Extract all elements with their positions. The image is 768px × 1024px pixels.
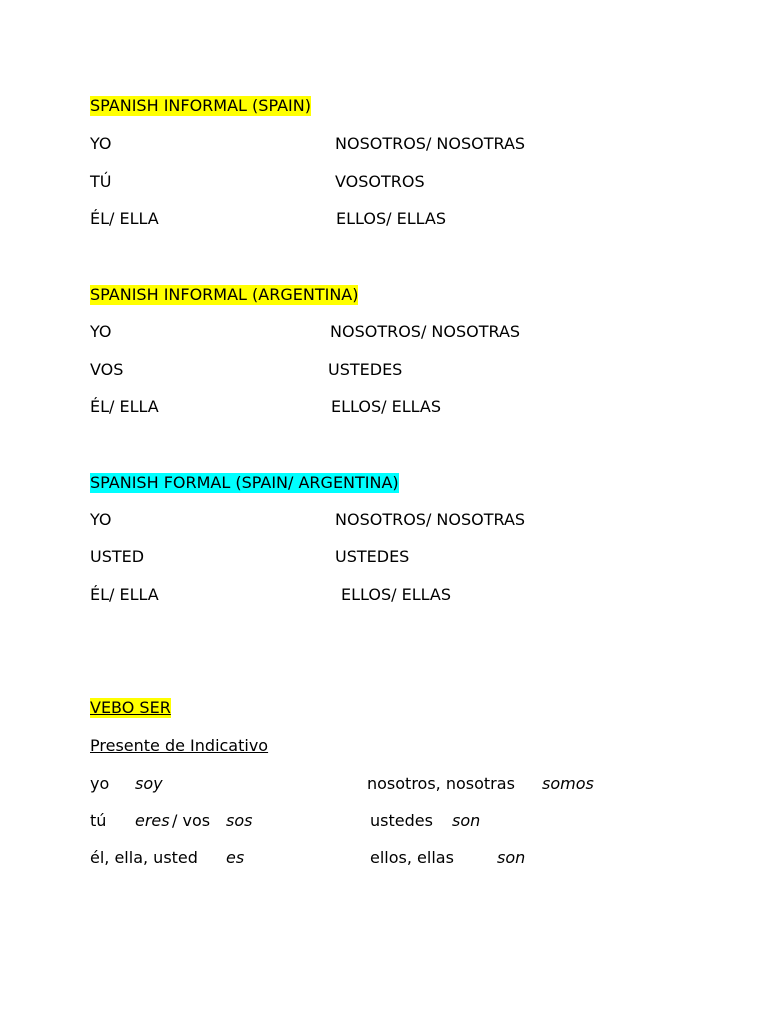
pronoun-singular: ÉL/ ELLA bbox=[90, 585, 159, 604]
pronoun-plural: USTEDES bbox=[335, 547, 410, 566]
pronoun-plural: NOSOTROS/ NOSOTRAS bbox=[330, 322, 521, 341]
pronoun-singular: ÉL/ ELLA bbox=[90, 397, 159, 416]
pronoun-plural: ELLOS/ ELLAS bbox=[331, 397, 441, 416]
pronoun-plural: USTEDES bbox=[328, 360, 403, 379]
conjugation-plural-pronoun: nosotros, nosotras bbox=[367, 774, 515, 793]
conjugation-form-alt: sos bbox=[226, 811, 253, 830]
conjugation-plural-pronoun: ellos, ellas bbox=[370, 848, 454, 867]
conjugation-plural-form: son bbox=[497, 848, 526, 867]
pronoun-plural: NOSOTROS/ NOSOTRAS bbox=[335, 134, 526, 153]
conjugation-form: eres bbox=[135, 811, 170, 830]
conjugation-plural-form: somos bbox=[542, 774, 594, 793]
conjugation-plural-form: son bbox=[452, 811, 481, 830]
conjugation-form: es bbox=[226, 848, 245, 867]
conjugation-form-separator: / vos bbox=[172, 811, 211, 830]
pronoun-singular: YO bbox=[90, 510, 112, 529]
conjugation-plural-pronoun: ustedes bbox=[370, 811, 433, 830]
conjugation-pronoun: yo bbox=[90, 774, 110, 793]
section-heading-informal-argentina: SPANISH INFORMAL (ARGENTINA) bbox=[90, 285, 359, 304]
pronoun-plural: VOSOTROS bbox=[335, 172, 425, 191]
pronoun-singular: YO bbox=[90, 322, 112, 341]
pronoun-plural: NOSOTROS/ NOSOTRAS bbox=[335, 510, 526, 529]
conjugation-form: soy bbox=[135, 774, 163, 793]
pronoun-singular: TÚ bbox=[90, 172, 112, 191]
pronoun-singular: YO bbox=[90, 134, 112, 153]
conjugation-pronoun: tú bbox=[90, 811, 107, 830]
section-heading-informal-spain: SPANISH INFORMAL (SPAIN) bbox=[90, 96, 311, 115]
pronoun-singular: USTED bbox=[90, 547, 145, 566]
verb-tense-subheading: Presente de Indicativo bbox=[90, 736, 269, 755]
pronoun-singular: ÉL/ ELLA bbox=[90, 209, 159, 228]
pronoun-singular: VOS bbox=[90, 360, 124, 379]
pronoun-plural: ELLOS/ ELLAS bbox=[341, 585, 451, 604]
section-heading-formal: SPANISH FORMAL (SPAIN/ ARGENTINA) bbox=[90, 473, 399, 492]
conjugation-pronoun: él, ella, usted bbox=[90, 848, 198, 867]
verb-heading: VEBO SER bbox=[90, 698, 171, 717]
pronoun-plural: ELLOS/ ELLAS bbox=[336, 209, 446, 228]
